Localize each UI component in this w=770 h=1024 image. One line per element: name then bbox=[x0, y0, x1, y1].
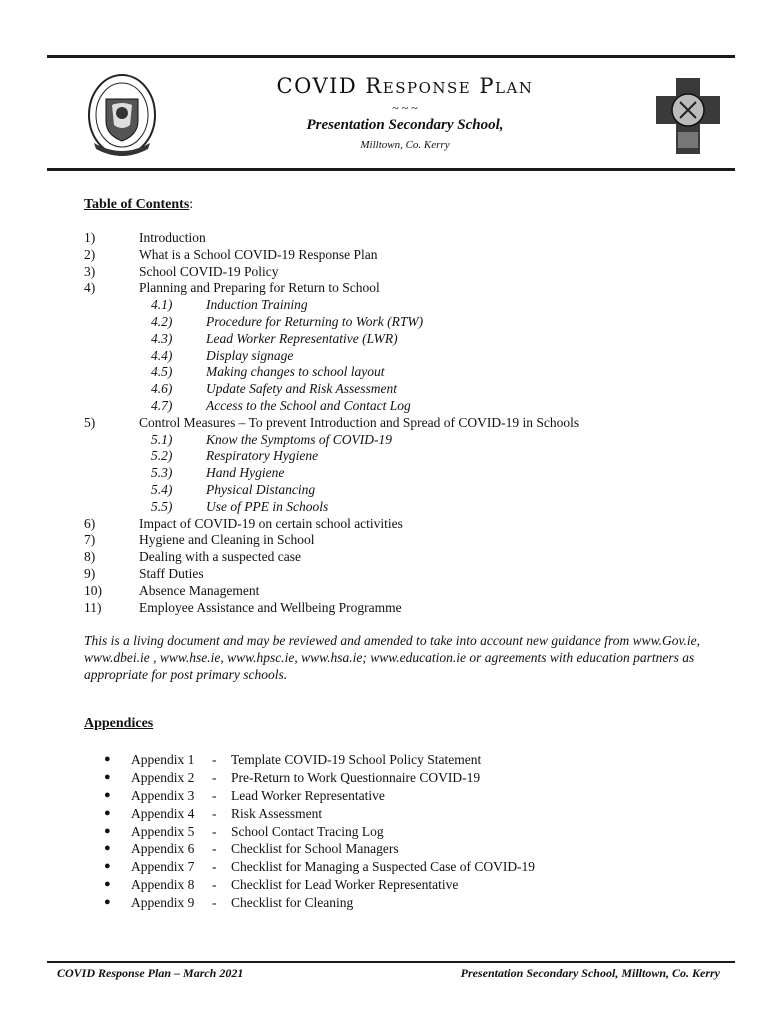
toc-item-title: School COVID-19 Policy bbox=[139, 263, 279, 279]
appendix-description: Checklist for Cleaning bbox=[231, 895, 354, 911]
toc-item-title: What is a School COVID-19 Response Plan bbox=[139, 246, 378, 262]
toc-item bbox=[84, 230, 724, 247]
toc-item-title: Access to the School and Contact Log bbox=[206, 397, 411, 413]
toc-item-number: 5.5) bbox=[151, 498, 173, 514]
toc-item-title: Making changes to school layout bbox=[206, 364, 385, 380]
bullet-icon: ● bbox=[104, 878, 111, 891]
bullet-icon: ● bbox=[104, 896, 111, 909]
toc-item-number: 11) bbox=[84, 599, 102, 615]
toc-item-title: Absence Management bbox=[139, 582, 260, 598]
appendix-description: Pre-Return to Work Questionnaire COVID-19 bbox=[231, 769, 481, 785]
footer-left: COVID Response Plan – March 2021 bbox=[57, 966, 244, 980]
toc-item-title: Staff Duties bbox=[139, 565, 204, 581]
toc-subitem bbox=[84, 297, 724, 314]
appendix-label: Appendix 7 bbox=[131, 859, 195, 875]
toc-item-title: Physical Distancing bbox=[206, 481, 316, 497]
appendix-dash: - bbox=[212, 895, 217, 911]
appendix-dash: - bbox=[212, 877, 217, 893]
toc-item-title: Procedure for Returning to Work (RTW) bbox=[206, 313, 424, 329]
bullet-icon: ● bbox=[104, 860, 111, 873]
toc-item bbox=[84, 600, 724, 617]
toc-item bbox=[84, 516, 724, 533]
living-document-note: This is a living document and may be reviewed and amended to take into account new guidance from www.Gov.ie, www.dbei.ie , www.hse.ie, www.hpsc.ie, www.hsa.ie; www.education.ie or agreements with education partners as appropriate for post primary schools. bbox=[84, 633, 701, 682]
bullet-icon: ● bbox=[104, 770, 111, 783]
toc-item-number: 7) bbox=[84, 532, 96, 548]
appendix-description: Risk Assessment bbox=[231, 805, 323, 821]
toc-item-title: Induction Training bbox=[206, 297, 308, 313]
toc-subitem bbox=[84, 432, 724, 449]
appendix-dash: - bbox=[212, 823, 217, 839]
header-bottom-rule bbox=[47, 168, 735, 171]
toc-subitem bbox=[84, 398, 724, 415]
toc-subitem bbox=[84, 331, 724, 348]
toc-item-number: 4) bbox=[84, 280, 96, 296]
appendix-description: Template COVID-19 School Policy Statement bbox=[231, 752, 482, 767]
toc-item-number: 5.3) bbox=[151, 465, 173, 481]
toc-item-number: 10) bbox=[84, 582, 102, 598]
appendix-label: Appendix 6 bbox=[131, 841, 195, 857]
appendix-dash: - bbox=[212, 769, 217, 785]
toc-item-number: 4.4) bbox=[151, 347, 173, 363]
cross-emblem-icon bbox=[654, 76, 722, 156]
toc-item-title: Introduction bbox=[139, 230, 206, 245]
toc-item bbox=[84, 264, 724, 281]
appendix-dash: - bbox=[212, 859, 217, 875]
toc-item-number: 2) bbox=[84, 246, 96, 262]
appendix-description: Lead Worker Representative bbox=[231, 787, 385, 803]
school-name: Presentation Secondary School, bbox=[306, 117, 504, 133]
toc-subitem bbox=[84, 465, 724, 482]
appendix-label: Appendix 1 bbox=[131, 752, 195, 767]
toc-item-number: 4.1) bbox=[151, 297, 173, 313]
toc-item-number: 8) bbox=[84, 549, 96, 565]
toc-item-number: 4.3) bbox=[151, 330, 173, 346]
top-rule bbox=[47, 55, 735, 58]
toc-item-number: 4.7) bbox=[151, 397, 173, 413]
appendix-description: Checklist for Lead Worker Representative bbox=[231, 877, 459, 893]
toc-subitem bbox=[84, 314, 724, 331]
toc-item-number: 6) bbox=[84, 515, 96, 531]
toc-item-title: Hygiene and Cleaning in School bbox=[139, 532, 315, 548]
toc-heading-text: Table of Contents bbox=[84, 197, 190, 212]
toc-subitem bbox=[84, 448, 724, 465]
toc-item-title: Planning and Preparing for Return to School bbox=[139, 280, 380, 296]
appendix-description: Checklist for Managing a Suspected Case of COVID-19 bbox=[231, 859, 536, 875]
appendix-description: Checklist for School Managers bbox=[231, 841, 399, 857]
bullet-icon: ● bbox=[104, 788, 111, 801]
bullet-icon: ● bbox=[104, 842, 111, 855]
appendix-dash: - bbox=[212, 787, 217, 803]
toc-item-number: 5.2) bbox=[151, 448, 173, 464]
appendices-heading: Appendices bbox=[84, 716, 154, 731]
school-location: Milltown, Co. Kerry bbox=[360, 139, 450, 151]
toc-item-number: 5.4) bbox=[151, 481, 173, 497]
toc-item-number: 3) bbox=[84, 263, 96, 279]
toc-item-title: Dealing with a suspected case bbox=[139, 549, 301, 565]
appendix-description: School Contact Tracing Log bbox=[231, 823, 384, 839]
toc-item-title: Use of PPE in Schools bbox=[206, 498, 329, 514]
footer-rule bbox=[47, 961, 735, 963]
school-crest-icon bbox=[86, 73, 158, 161]
appendix-label: Appendix 2 bbox=[131, 769, 195, 785]
table-of-contents bbox=[84, 230, 724, 616]
toc-item bbox=[84, 532, 724, 549]
appendix-dash: - bbox=[212, 805, 217, 821]
toc-item bbox=[84, 280, 724, 297]
toc-item-number: 5) bbox=[84, 414, 96, 430]
toc-item bbox=[84, 247, 724, 264]
toc-item-number: 9) bbox=[84, 565, 96, 581]
toc-item-title: Display signage bbox=[206, 347, 294, 363]
toc-item bbox=[84, 583, 724, 600]
appendix-label: Appendix 5 bbox=[131, 823, 195, 839]
toc-heading-colon: : bbox=[189, 197, 194, 212]
footer-right: Presentation Secondary School, Milltown, Co. Kerry bbox=[460, 966, 720, 980]
appendix-label: Appendix 3 bbox=[131, 787, 195, 803]
toc-item-number: 4.6) bbox=[151, 381, 173, 397]
toc-item-number: 4.5) bbox=[151, 364, 173, 380]
appendix-label: Appendix 4 bbox=[131, 805, 195, 821]
toc-item-title: Know the Symptoms of COVID-19 bbox=[206, 431, 392, 447]
toc-item bbox=[84, 549, 724, 566]
toc-item-number: 5.1) bbox=[151, 431, 173, 447]
appendix-label: Appendix 9 bbox=[131, 895, 195, 911]
toc-item-number: 1) bbox=[84, 230, 96, 245]
document-title: COVID Response Plan bbox=[276, 74, 534, 98]
toc-subitem bbox=[84, 482, 724, 499]
appendix-dash: - bbox=[212, 752, 217, 767]
toc-subitem bbox=[84, 499, 724, 516]
toc-item-number: 4.2) bbox=[151, 313, 173, 329]
toc-item bbox=[84, 415, 724, 432]
toc-subitem bbox=[84, 348, 724, 365]
toc-item-title: Control Measures – To prevent Introduction and Spread of COVID-19 in Schools bbox=[139, 414, 580, 430]
appendix-dash: - bbox=[212, 841, 217, 857]
toc-subitem bbox=[84, 381, 724, 398]
toc-item-title: Employee Assistance and Wellbeing Programme bbox=[139, 599, 402, 615]
title-ornament: ~ ~ ~ bbox=[392, 101, 418, 115]
toc-subitem bbox=[84, 364, 724, 381]
toc-item-title: Impact of COVID-19 on certain school activities bbox=[139, 515, 403, 531]
appendix-label: Appendix 8 bbox=[131, 877, 195, 893]
toc-heading bbox=[84, 197, 193, 213]
toc-item-title: Respiratory Hygiene bbox=[206, 448, 319, 464]
bullet-icon: ● bbox=[104, 824, 111, 837]
toc-item bbox=[84, 566, 724, 583]
bullet-icon: ● bbox=[104, 806, 111, 819]
toc-item-title: Lead Worker Representative (LWR) bbox=[206, 330, 398, 346]
bullet-icon: ● bbox=[104, 753, 111, 765]
toc-item-title: Update Safety and Risk Assessment bbox=[206, 381, 397, 397]
toc-item-title: Hand Hygiene bbox=[206, 465, 285, 481]
